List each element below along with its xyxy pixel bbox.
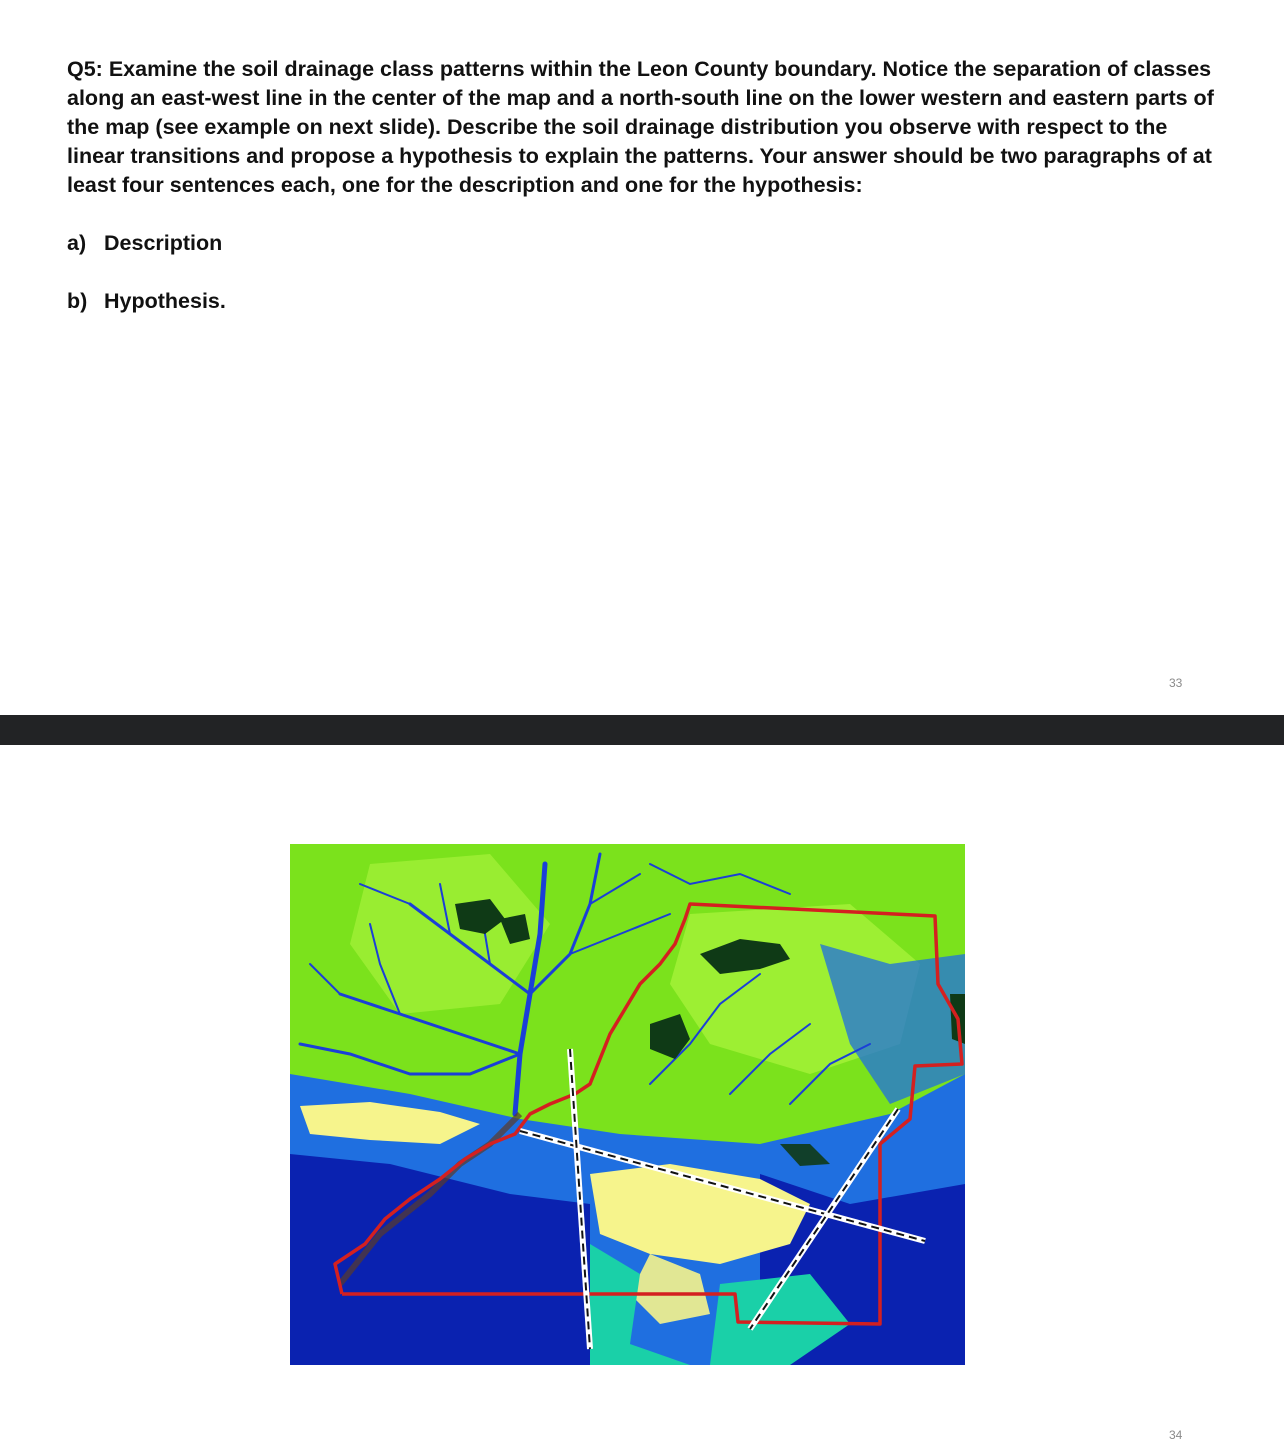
page-number: 33 xyxy=(1169,676,1183,690)
slide-divider xyxy=(0,715,1284,745)
slide-34 xyxy=(0,745,1284,1456)
answer-item-hypothesis xyxy=(67,287,226,316)
page-number: 34 xyxy=(1169,1428,1183,1442)
answer-item-description xyxy=(67,229,222,258)
answer-letter: b) xyxy=(67,289,88,313)
answer-label: Description xyxy=(104,231,223,255)
question-text: Q5: Examine the soil drainage class patterns within the Leon County boundary. Notice the separation of classes along an east-west line in the center of the map and a north-south line on the lower western and eastern parts of the map (see example on next slide). Describe the soil drainage distribution you observe with respect to the linear transitions and propose a hypothesis to explain the patterns. Your answer should be two paragraphs of at least four sentences each, one for the description and one for the hypothesis: xyxy=(67,57,1214,197)
soil-drainage-map xyxy=(290,844,965,1365)
slide-33 xyxy=(0,0,1284,715)
answer-letter: a) xyxy=(67,231,87,255)
answer-label: Hypothesis. xyxy=(104,289,226,313)
